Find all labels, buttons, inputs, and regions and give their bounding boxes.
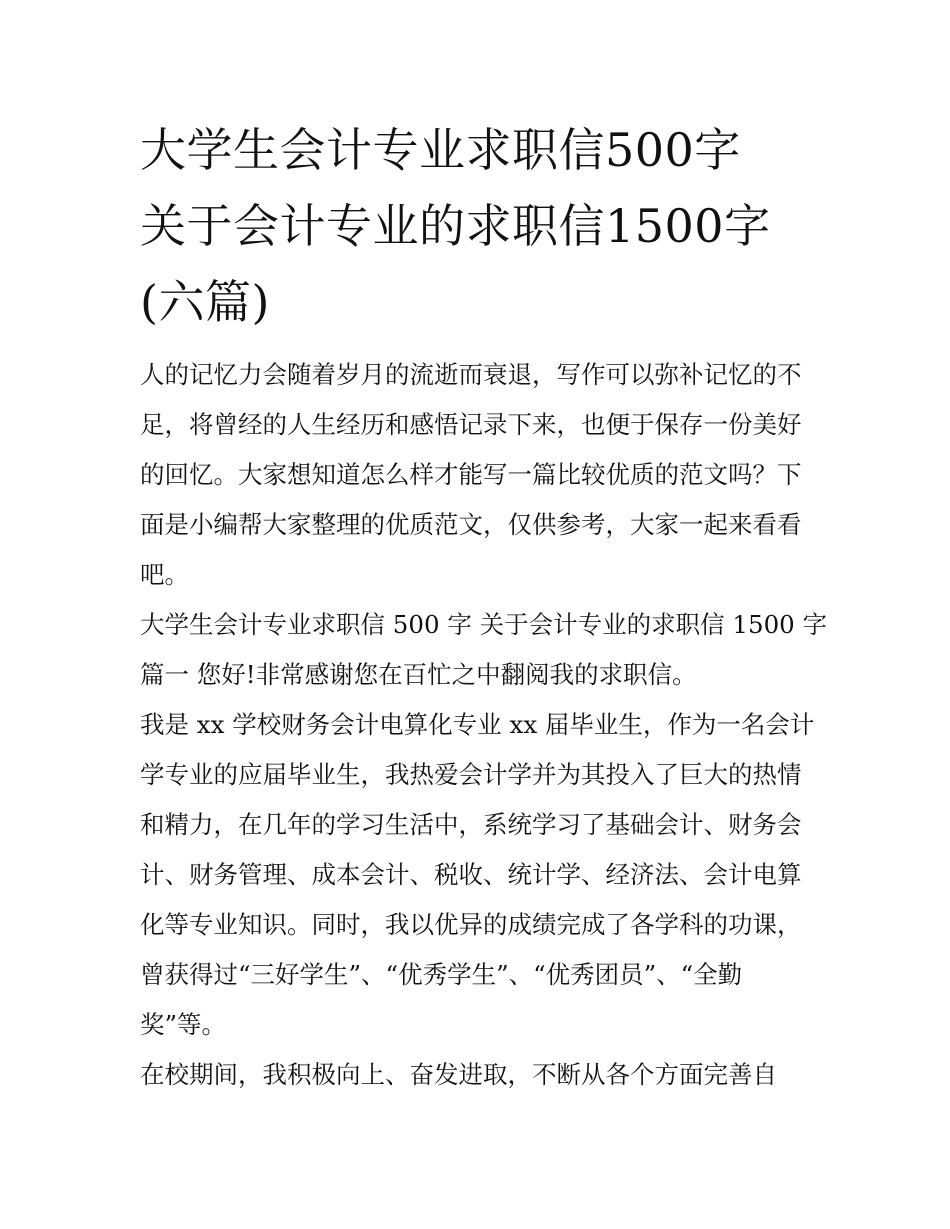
text-line: 我是 xx 学校财务会计电算化专业 xx 届毕业生，作为一名会计: [140, 710, 815, 739]
body-paragraph: [140, 700, 820, 1050]
text-line: 曾获得过“三好学生”、“优秀学生”、“优秀团员”、“全勤: [140, 960, 743, 989]
subtitle-paragraph: [140, 600, 828, 700]
title-line: 大学生会计专业求职信500字: [140, 123, 741, 177]
text-line: 学专业的应届毕业生，我热爱会计学并为其投入了巨大的热情: [140, 760, 802, 789]
intro-paragraph: [140, 350, 820, 600]
text-line: 计、财务管理、成本会计、税收、统计学、经济法、会计电算: [140, 860, 802, 889]
title-line: 关于会计专业的求职信1500字: [140, 199, 771, 253]
body-paragraph: [140, 1050, 820, 1100]
text-line: 的回忆。大家想知道怎么样才能写一篇比较优质的范文吗？下: [140, 460, 802, 489]
text-line: 人的记忆力会随着岁月的流逝而衰退，写作可以弥补记忆的不: [140, 360, 802, 389]
text-line: 奖”等。: [140, 1010, 227, 1039]
text-line: 化等专业知识。同时，我以优异的成绩完成了各学科的功课，: [140, 910, 802, 939]
document-page: [140, 112, 828, 1100]
title-line: (六篇): [140, 275, 270, 329]
text-line: 大学生会计专业求职信 500 字 关于会计专业的求职信 1500 字: [140, 610, 828, 639]
text-line: 和精力，在几年的学习生活中，系统学习了基础会计、财务会: [140, 810, 802, 839]
text-line: 篇一 您好!非常感谢您在百忙之中翻阅我的求职信。: [140, 660, 697, 689]
text-line: 吧。: [140, 560, 189, 589]
document-title: [140, 112, 820, 340]
text-line: 足，将曾经的人生经历和感悟记录下来，也便于保存一份美好: [140, 410, 802, 439]
text-line: 面是小编帮大家整理的优质范文，仅供参考，大家一起来看看: [140, 510, 802, 539]
text-line: 在校期间，我积极向上、奋发进取，不断从各个方面完善自: [140, 1060, 777, 1089]
